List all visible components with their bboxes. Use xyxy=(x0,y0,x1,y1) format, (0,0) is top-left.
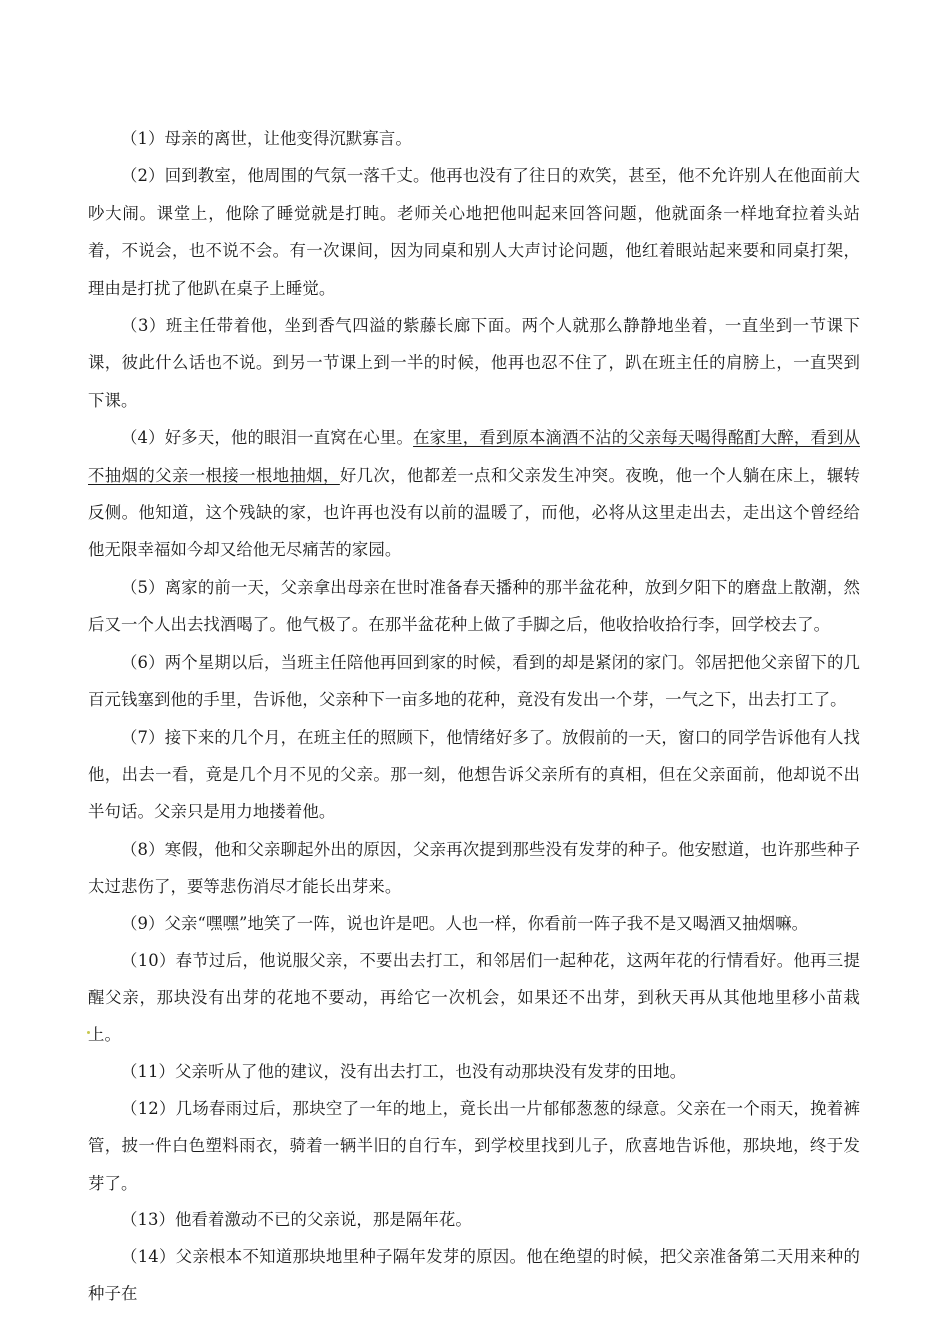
paragraph-5: （5）离家的前一天，父亲拿出母亲在世时准备春天播种的那半盆花种，放到夕阳下的磨盘上散潮，然后又一个人出去找酒喝了。他气极了。在那半盆花种上做了手脚之后，他收拾收拾行李，回学校去了。 xyxy=(88,577,860,635)
paragraph-4-suffix: 好几次，他都差一点和父亲发生冲突。夜晚，他一个人躺在床上，辗转反侧。他知道，这个残缺的家，也许再也没有以前的温暖了，而他，必将从这里走出去，走出这个曾经给他无限幸福如今却又给他无尽痛苦的家园。 xyxy=(88,465,860,560)
paragraph-7: （7）接下来的几个月，在班主任的照顾下，他情绪好多了。放假前的一天，窗口的同学告诉他有人找他，出去一看，竟是几个月不见的父亲。那一刻，他想告诉父亲所有的真相，但在父亲面前，他却说不出半句话。父亲只是用力地搂着他。 xyxy=(88,727,860,822)
paragraph-3: （3）班主任带着他，坐到香气四溢的紫藤长廊下面。两个人就那么静静地坐着，一直坐到一节课下课，彼此什么话也不说。到另一节课上到一半的时候，他再也忍不住了，趴在班主任的肩膀上，一直哭到下课。 xyxy=(88,316,860,410)
paragraph-4-prefix: （4）好多天，他的眼泪一直窝在心里。 xyxy=(121,428,414,448)
paragraph-11: （11）父亲听从了他的建议，没有出去打工，也没有动那块没有发芽的田地。 xyxy=(121,1061,687,1081)
paragraph-4 xyxy=(88,419,860,569)
underlined-sentence: 在家里，看到原本滴酒不沾的父亲每天喝得酩酊大醉，看到从不抽烟的父亲一根接一根地抽烟， xyxy=(88,428,860,485)
paragraph-13: （13）他看着激动不已的父亲说，那是隔年花。 xyxy=(121,1209,472,1229)
paragraph-10: （10）春节过后，他说服父亲，不要出去打工，和邻居们一起种花，这两年花的行情看好。他再三提醒父亲，那块没有出芽的花地不要动，再给它一次机会，如果还不出芽，到秋天再从其他地里移小苗栽上。 xyxy=(88,950,860,1045)
article-body xyxy=(88,120,860,1313)
paragraph-8: （8）寒假，他和父亲聊起外出的原因，父亲再次提到那些没有发芽的种子。他安慰道，也许那些种子太过悲伤了，要等悲伤消尽才能长出芽来。 xyxy=(88,839,860,897)
paragraph-2: （2）回到教室，他周围的气氛一落千丈。他再也没有了往日的欢笑，甚至，他不允许别人在他面前大吵大闹。课堂上，他除了睡觉就是打盹。老师关心地把他叫起来回答问题，他就面条一样地耷拉着头站着，不说会，也不说不会。有一次课间，因为同桌和别人大声讨论问题，他红着眼站起来要和同桌打架，理由是打扰了他趴在桌子上睡觉。 xyxy=(88,166,860,298)
paragraph-12: （12）几场春雨过后，那块空了一年的地上，竟长出一片郁郁葱葱的绿意。父亲在一个雨天，挽着裤管，披一件白色塑料雨衣，骑着一辆半旧的自行车，到学校里找到儿子，欣喜地告诉他，那块地，终于发芽了。 xyxy=(88,1098,860,1193)
paragraph-6: （6）两个星期以后，当班主任陪他再回到家的时候，看到的却是紧闭的家门。邻居把他父亲留下的几百元钱塞到他的手里，告诉他，父亲种下一亩多地的花种，竟没有发出一个芽，一气之下，出去打工了。 xyxy=(88,652,860,710)
paragraph-9: （9）父亲“嘿嘿”地笑了一阵，说也许是吧。人也一样，你看前一阵子我不是又喝酒又抽烟嘛。 xyxy=(121,913,809,933)
paragraph-14: （14）父亲根本不知道那块地里种子隔年发芽的原因。他在绝望的时候，把父亲准备第二天用来种的种子在 xyxy=(88,1246,860,1304)
paragraph-1: （1）母亲的离世，让他变得沉默寡言。 xyxy=(121,129,412,148)
